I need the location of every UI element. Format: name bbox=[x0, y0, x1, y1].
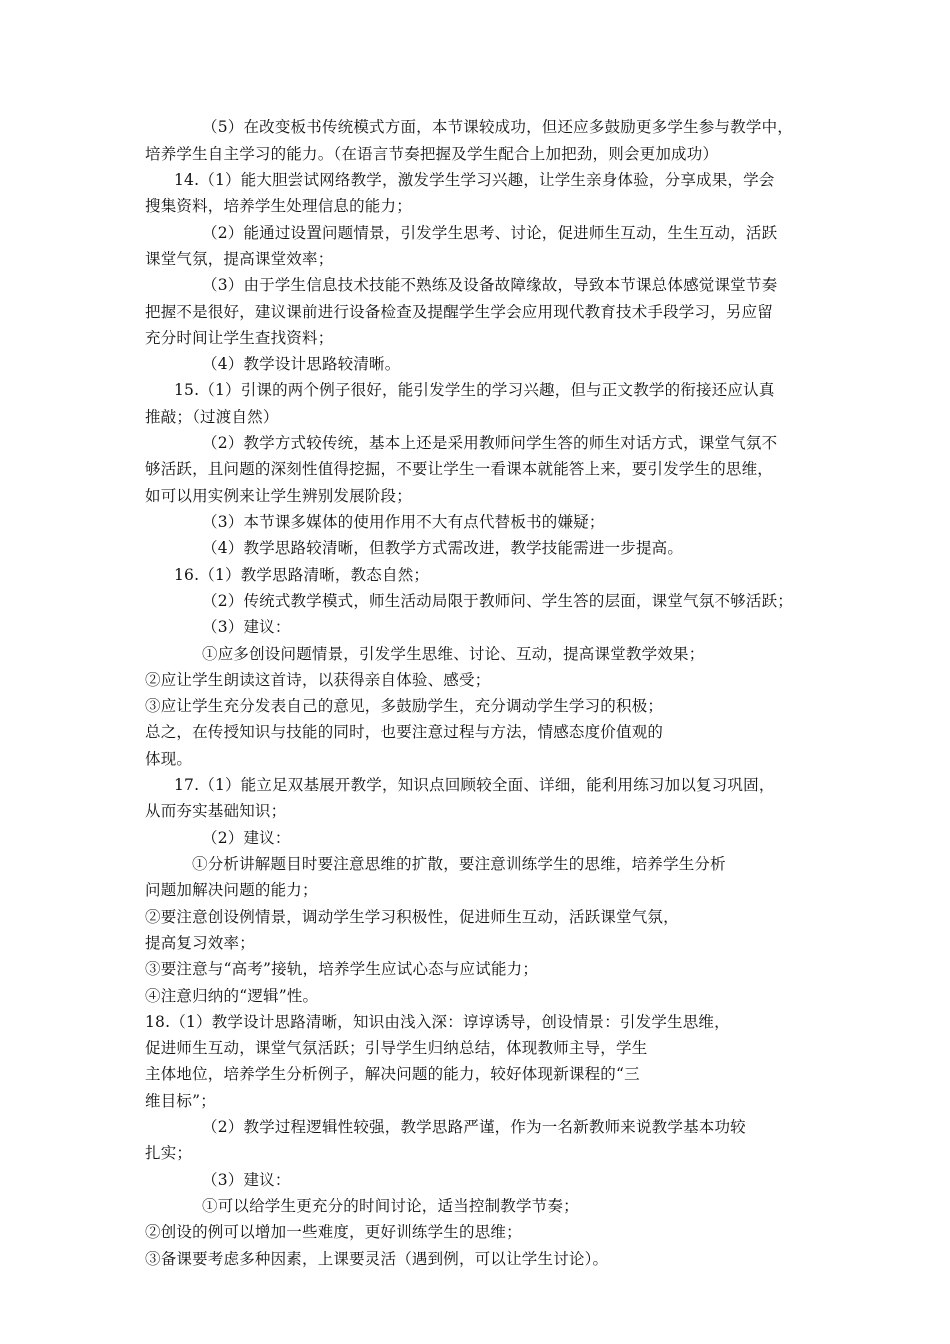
text-line: ②要注意创设例情景，调动学生学习积极性，促进师生互动，活跃课堂气氛， bbox=[145, 908, 679, 926]
text-line: 充分时间让学生查找资料； bbox=[145, 329, 334, 347]
text-line: ①可以给学生更充分的时间讨论，适当控制教学节奏； bbox=[202, 1197, 579, 1215]
text-line: ①分析讲解题目时要注意思维的扩散，要注意训练学生的思维，培养学生分析 bbox=[192, 855, 726, 873]
text-line: （2）教学方式较传统，基本上还是采用教师问学生答的师生对话方式，课堂气氛不 bbox=[202, 434, 778, 452]
text-line: （3）由于学生信息技术技能不熟练及设备故障缘故，导致本节课总体感觉课堂节奏 bbox=[202, 276, 778, 294]
text-line: （3）建议： bbox=[202, 618, 291, 636]
text-line: （3）本节课多媒体的使用作用不大有点代替板书的嫌疑； bbox=[202, 513, 605, 531]
text-line: 14.（1）能大胆尝试网络教学，激发学生学习兴趣，让学生亲身体验，分享成果，学会 bbox=[174, 171, 775, 189]
text-line: 15.（1）引课的两个例子很好，能引发学生的学习兴趣，但与正文教学的衔接还应认真 bbox=[174, 381, 775, 399]
text-line: 提高复习效率； bbox=[145, 934, 255, 952]
text-line: 17.（1）能立足双基展开教学，知识点回顾较全面、详细，能利用练习加以复习巩固， bbox=[174, 776, 775, 794]
text-line: （2）教学过程逻辑性较强，教学思路严谨，作为一名新教师来说教学基本功较 bbox=[202, 1118, 746, 1136]
text-line: ②应让学生朗读这首诗，以获得亲自体验、感受； bbox=[145, 671, 491, 689]
text-line: 问题加解决问题的能力； bbox=[145, 881, 318, 899]
text-line: 课堂气氛，提高课堂效率； bbox=[145, 250, 334, 268]
text-line: 搜集资料，培养学生处理信息的能力； bbox=[145, 197, 412, 215]
text-line: 体现。 bbox=[145, 750, 193, 768]
text-line: ②创设的例可以增加一些难度，更好训练学生的思维； bbox=[145, 1223, 522, 1241]
text-line: 培养学生自主学习的能力。（在语言节奏把握及学生配合上加把劲，则会更加成功） bbox=[145, 145, 719, 163]
text-line: 扎实； bbox=[145, 1144, 193, 1162]
text-line: 如可以用实例来让学生辨别发展阶段； bbox=[145, 487, 412, 505]
text-line: （5）在改变板书传统模式方面，本节课较成功，但还应多鼓励更多学生参与教学中， bbox=[202, 118, 793, 136]
text-line: 18.（1）教学设计思路清晰，知识由浅入深：谆谆诱导，创设情景：引发学生思维， bbox=[145, 1013, 730, 1031]
text-line: 推敲；（过渡自然） bbox=[145, 408, 279, 426]
text-line: ③备课要考虑多种因素，上课要灵活（遇到例，可以让学生讨论）。 bbox=[145, 1250, 609, 1268]
text-line: ①应多创设问题情景，引发学生思维、讨论、互动，提高课堂教学效果； bbox=[202, 645, 705, 663]
text-line: ③要注意与“高考”接轨，培养学生应试心态与应试能力； bbox=[145, 960, 539, 978]
text-line: （2）建议： bbox=[202, 829, 291, 847]
text-line: （4）教学思路较清晰，但教学方式需改进，教学技能需进一步提高。 bbox=[202, 539, 684, 557]
text-line: （2）传统式教学模式，师生活动局限于教师问、学生答的层面，课堂气氛不够活跃； bbox=[202, 592, 793, 610]
text-line: （3）建议： bbox=[202, 1171, 291, 1189]
text-line: 总之，在传授知识与技能的同时，也要注意过程与方法，情感态度价值观的 bbox=[145, 723, 664, 741]
text-line: 把握不是很好，建议课前进行设备检查及提醒学生学会应用现代教育技术手段学习，另应留 bbox=[145, 303, 774, 321]
text-line: 够活跃，且问题的深刻性值得挖掘，不要让学生一看课本就能答上来，要引发学生的思维， bbox=[145, 460, 774, 478]
text-line: ④注意归纳的“逻辑”性。 bbox=[145, 987, 319, 1005]
text-line: 促进师生互动，课堂气氛活跃；引导学生归纳总结，体现教师主导，学生 bbox=[145, 1039, 648, 1057]
text-line: 16.（1）教学思路清晰，教态自然； bbox=[174, 566, 430, 584]
text-line: （2）能通过设置问题情景，引发学生思考、讨论，促进师生互动，生生互动，活跃 bbox=[202, 224, 778, 242]
text-line: （4）教学设计思路较清晰。 bbox=[202, 355, 401, 373]
text-line: 主体地位，培养学生分析例子，解决问题的能力，较好体现新课程的“三 bbox=[145, 1065, 640, 1083]
text-line: ③应让学生充分发表自己的意见，多鼓励学生，充分调动学生学习的积极； bbox=[145, 697, 664, 715]
text-line: 从而夯实基础知识； bbox=[145, 802, 287, 820]
text-line: 维目标”； bbox=[145, 1092, 216, 1110]
